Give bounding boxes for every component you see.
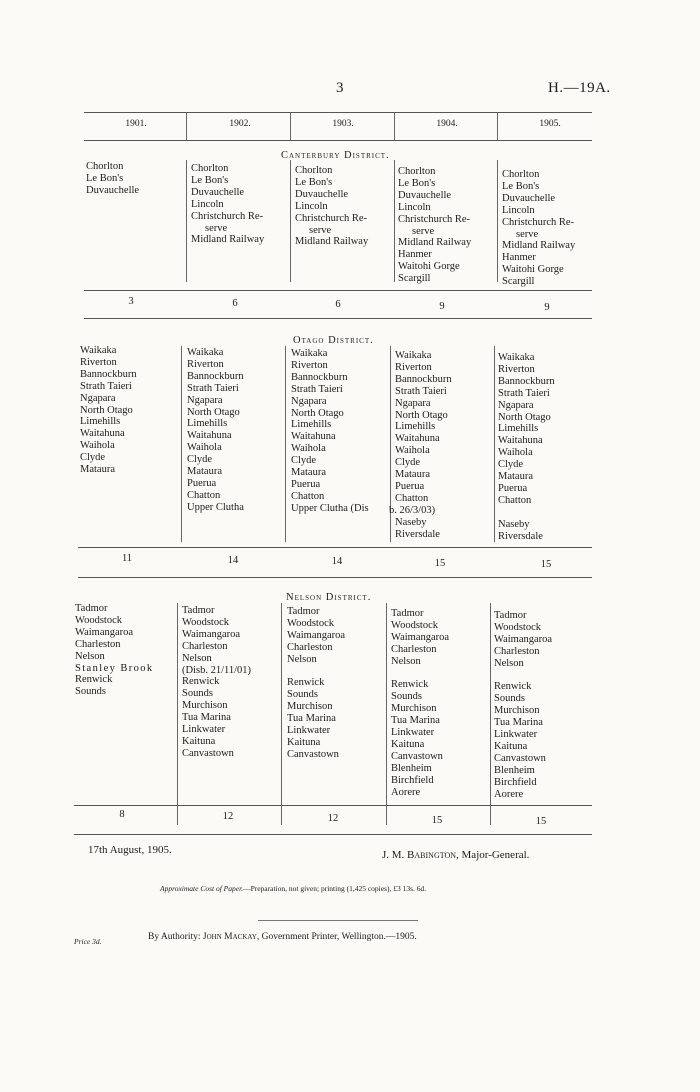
list-item: Strath Taieri: [498, 387, 550, 399]
list-item: Tadmor: [287, 606, 320, 617]
list-item: Murchison: [391, 703, 437, 715]
canterbury-1905-count: 9: [544, 302, 550, 313]
list-item: Tua Marina: [182, 712, 231, 724]
authority-prefix: By Authority:: [148, 932, 201, 942]
list-item: Le Bon's: [398, 177, 436, 189]
list-item: Charleston: [391, 643, 437, 655]
list-item: serve: [516, 228, 539, 240]
list-item: North Otago: [80, 404, 133, 416]
table-top-rule: [84, 112, 592, 113]
list-item: Chorlton: [398, 166, 436, 177]
list-item: Charleston: [182, 640, 228, 652]
otago-1903-count: 14: [331, 556, 343, 567]
canterbury-1904-list: [398, 166, 471, 285]
list-item: Upper Clutha (Dis: [291, 502, 369, 514]
list-item: Charleston: [75, 638, 121, 650]
list-item: (Disb. 21/11/01): [182, 664, 252, 676]
list-item: Woodstock: [182, 616, 229, 628]
list-item: serve: [309, 224, 332, 236]
list-item: Clyde: [187, 454, 213, 466]
list-item: Woodstock: [391, 619, 438, 631]
list-item: Duvauchelle: [191, 186, 245, 198]
list-item: Le Bon's: [191, 174, 229, 186]
list-item: Naseby: [498, 518, 530, 530]
list-item: Scargill: [502, 276, 535, 288]
list-item: Lincoln: [191, 198, 224, 210]
otago-1904-list: [389, 350, 452, 541]
nelson-1904-count: 15: [431, 815, 443, 826]
list-item: Mataura: [498, 471, 533, 483]
year-header-1904: 1904.: [436, 119, 458, 129]
list-item: Kaituna: [287, 736, 321, 748]
list-item: Blenheim: [494, 764, 535, 776]
list-item: Strath Taieri: [80, 380, 132, 392]
list-item: Strath Taieri: [187, 382, 239, 394]
list-item: Chatton: [291, 490, 325, 502]
otago-1902-count: 14: [227, 555, 239, 566]
list-item: Duvauchelle: [86, 184, 140, 196]
list-item: Tadmor: [75, 603, 108, 614]
list-item: North Otago: [187, 406, 240, 418]
list-item: Ngapara: [291, 395, 327, 407]
list-item: Clyde: [498, 459, 524, 471]
list-item: Midland Railway: [191, 234, 265, 246]
list-item: Murchison: [182, 700, 228, 712]
list-item: Lincoln: [295, 200, 328, 212]
list-item: Ngapara: [498, 399, 534, 411]
otago-1905-count: 15: [540, 559, 552, 570]
list-item: Duvauchelle: [398, 189, 452, 201]
signature-name: J. M. Babington,: [382, 849, 459, 861]
list-item: Lincoln: [502, 204, 535, 216]
list-item: North Otago: [395, 409, 448, 421]
list-item: Riverton: [187, 358, 224, 370]
list-item: Puerua: [291, 478, 321, 490]
list-item: Hanmer: [502, 252, 536, 264]
list-item: [391, 668, 449, 680]
list-item: Bannockburn: [291, 371, 348, 383]
list-item: Nelson: [391, 655, 421, 667]
list-item: Waitahuna: [395, 433, 440, 445]
canterbury-1905-list: [502, 169, 575, 288]
list-item: Waitohi Gorge: [398, 261, 460, 273]
list-item: Hanmer: [398, 249, 432, 261]
column-rule: [494, 346, 495, 542]
list-item: Ngapara: [80, 392, 116, 404]
list-item: Riverton: [80, 356, 117, 368]
list-item: Waitahuna: [187, 430, 232, 442]
list-item: Christchurch Re-: [191, 210, 264, 222]
list-item: Sounds: [182, 688, 213, 700]
printer-imprint: [148, 932, 417, 942]
subtotal-rule: [74, 805, 592, 806]
list-item: Waimangaroa: [75, 626, 134, 638]
column-rule: [285, 346, 286, 542]
list-item: Waimangaroa: [391, 631, 450, 643]
separator-rule: [258, 920, 418, 921]
nelson-1904-list: [391, 608, 449, 798]
list-item: Murchison: [287, 701, 333, 713]
list-item: Linkwater: [391, 727, 435, 739]
list-item: Birchfield: [494, 776, 537, 788]
list-item: Limehills: [80, 416, 121, 428]
list-item: serve: [412, 225, 435, 237]
list-item: Puerua: [395, 480, 425, 492]
column-rule: [186, 160, 187, 282]
list-item: b. 26/3/03): [389, 504, 436, 516]
list-item: Sounds: [75, 686, 106, 698]
list-item: Midland Railway: [502, 240, 576, 252]
list-item: Limehills: [395, 421, 436, 433]
district-heading-otago: Otago District.: [293, 335, 374, 346]
list-item: Tua Marina: [287, 713, 336, 725]
list-item: Mataura: [187, 466, 222, 478]
otago-1905-list: [498, 352, 555, 542]
list-item: Waikaka: [291, 348, 328, 359]
list-item: Nelson: [494, 657, 524, 669]
list-item: Puerua: [498, 482, 528, 494]
canterbury-1904-count: 9: [439, 301, 445, 312]
list-item: Murchison: [494, 705, 540, 717]
column-rule: [290, 160, 291, 282]
nelson-1902-list: [182, 605, 251, 760]
printer-rest: Government Printer, Wellington.—1905.: [261, 932, 417, 942]
list-item: Sounds: [287, 689, 318, 701]
price-note: Price 3d.: [74, 937, 102, 946]
nelson-1903-count: 12: [327, 813, 339, 824]
list-item: Tadmor: [494, 610, 527, 621]
list-item: Limehills: [291, 419, 332, 431]
nelson-1902-count: 12: [222, 811, 234, 822]
report-date: 17th August, 1905.: [88, 844, 172, 856]
list-item: [494, 670, 552, 682]
list-item: Birchfield: [391, 774, 434, 786]
canterbury-1903-count: 6: [335, 299, 341, 310]
column-rule: [281, 603, 282, 825]
nelson-1905-count: 15: [535, 816, 547, 827]
canterbury-1902-list: [191, 163, 264, 246]
otago-1904-count: 15: [434, 558, 446, 569]
year-header-1902: 1902.: [229, 119, 251, 129]
page-number: 3: [336, 80, 344, 96]
subtotal-rule: [84, 290, 592, 291]
list-item: Chorlton: [502, 169, 540, 180]
list-item: Waitohi Gorge: [502, 264, 564, 276]
list-item: Riversdale: [498, 530, 543, 542]
signature: [382, 849, 529, 861]
list-item: Clyde: [395, 457, 421, 469]
list-item: Nelson: [287, 653, 317, 665]
list-item: Christchurch Re-: [295, 212, 368, 224]
list-item: Scargill: [398, 273, 431, 285]
column-rule: [497, 160, 498, 282]
canterbury-1903-list: [295, 165, 368, 248]
nelson-1903-list: [287, 606, 345, 761]
cost-text: —Preparation, not given; printing (1,425 copies), £3 13s. 6d.: [243, 884, 427, 893]
nelson-1905-list: [494, 610, 552, 800]
list-item: Bannockburn: [498, 375, 555, 387]
list-item: Clyde: [291, 455, 317, 467]
list-item: Ngapara: [395, 397, 431, 409]
list-item: Duvauchelle: [295, 188, 349, 200]
list-item: Ngapara: [187, 394, 223, 406]
list-item: Waitahuna: [80, 428, 125, 440]
list-item: [287, 666, 345, 678]
cost-label: Approximate Cost of Paper.: [160, 884, 244, 893]
list-item: Midland Railway: [295, 236, 369, 248]
list-item: Bannockburn: [187, 370, 244, 382]
column-rule: [386, 603, 387, 825]
list-item: Sounds: [391, 691, 422, 703]
list-item: Waimangaroa: [287, 629, 346, 641]
otago-1903-list: [291, 348, 369, 515]
list-item: Mataura: [291, 467, 326, 479]
list-item: Waitahuna: [291, 431, 336, 443]
canterbury-1901-count: 3: [128, 296, 134, 307]
printer-name: John Mackay,: [202, 932, 260, 942]
list-item: Chatton: [395, 492, 429, 504]
list-item: Strath Taieri: [395, 385, 447, 397]
list-item: Bannockburn: [395, 373, 452, 385]
list-item: Aorere: [391, 786, 421, 798]
list-item: Tadmor: [391, 608, 424, 619]
signature-title: Major-General.: [461, 849, 530, 861]
column-rule: [186, 112, 187, 140]
list-item: Canvastown: [494, 752, 546, 764]
list-item: Renwick: [287, 677, 325, 689]
list-item: Stanley Brook: [75, 662, 154, 674]
list-item: Christchurch Re-: [502, 216, 575, 228]
list-item: Clyde: [80, 452, 106, 464]
list-item: Waihola: [395, 445, 430, 457]
column-rule: [290, 112, 291, 140]
section-rule: [78, 577, 592, 578]
list-item: Charleston: [287, 641, 333, 653]
list-item: Linkwater: [287, 725, 331, 737]
list-item: Riversdale: [395, 528, 440, 540]
section-rule: [84, 318, 592, 319]
year-header-1905: 1905.: [539, 119, 561, 129]
list-item: Bannockburn: [80, 368, 137, 380]
list-item: Chorlton: [191, 163, 229, 174]
column-rule: [490, 603, 491, 825]
list-item: Strath Taieri: [291, 383, 343, 395]
otago-1902-list: [187, 347, 244, 514]
list-item: Chatton: [498, 494, 532, 506]
nelson-1901-list: [75, 603, 154, 698]
list-item: Le Bon's: [295, 176, 333, 188]
list-item: Waikaka: [395, 350, 432, 361]
list-item: Waikaka: [187, 347, 224, 358]
list-item: Woodstock: [494, 621, 541, 633]
year-header-1903: 1903.: [332, 119, 354, 129]
list-item: Limehills: [187, 418, 228, 430]
document-reference: H.—19A.: [548, 80, 611, 96]
column-rule: [177, 603, 178, 825]
year-header-1901: 1901.: [125, 119, 147, 129]
list-item: Upper Clutha: [187, 501, 244, 513]
cost-note: [160, 884, 426, 893]
list-item: Mataura: [395, 469, 430, 481]
list-item: Tua Marina: [494, 717, 543, 729]
list-item: North Otago: [291, 407, 344, 419]
list-item: Aorere: [494, 788, 524, 800]
list-item: Chorlton: [86, 161, 124, 172]
otago-1901-list: [80, 345, 137, 476]
list-item: Limehills: [498, 423, 539, 435]
list-item: Riverton: [291, 359, 328, 371]
list-item: Chorlton: [295, 165, 333, 176]
list-item: Nelson: [75, 650, 105, 662]
list-item: Renwick: [494, 681, 532, 693]
list-item: Tua Marina: [391, 715, 440, 727]
column-rule: [497, 112, 498, 140]
nelson-1901-count: 8: [119, 809, 125, 820]
list-item: Waitahuna: [498, 435, 543, 447]
table-bottom-rule: [74, 834, 592, 835]
list-item: Naseby: [395, 516, 427, 528]
list-item: Woodstock: [75, 614, 122, 626]
list-item: Waikaka: [80, 345, 117, 356]
canterbury-1902-count: 6: [232, 298, 238, 309]
list-item: Linkwater: [494, 729, 538, 741]
list-item: Waihola: [498, 447, 533, 459]
list-item: Kaituna: [182, 735, 216, 747]
column-rule: [394, 160, 395, 282]
district-heading-nelson: Nelson District.: [286, 592, 372, 603]
list-item: serve: [205, 222, 228, 234]
list-item: Nelson: [182, 652, 212, 664]
list-item: Chatton: [187, 489, 221, 501]
list-item: North Otago: [498, 411, 551, 423]
district-heading-canterbury: Canterbury District.: [281, 150, 390, 161]
list-item: Blenheim: [391, 762, 432, 774]
list-item: Riverton: [498, 363, 535, 375]
list-item: Canvastown: [391, 750, 443, 762]
list-item: Waikaka: [498, 352, 535, 363]
list-item: Tadmor: [182, 605, 215, 616]
table-header-rule: [84, 140, 592, 141]
list-item: Canvastown: [182, 747, 234, 759]
list-item: Woodstock: [287, 617, 334, 629]
list-item: Charleston: [494, 645, 540, 657]
list-item: Kaituna: [391, 738, 425, 750]
list-item: Renwick: [182, 676, 220, 688]
list-item: Kaituna: [494, 740, 528, 752]
subtotal-rule: [78, 547, 592, 548]
list-item: Waihola: [291, 443, 326, 455]
list-item: Canvastown: [287, 748, 339, 760]
list-item: Lincoln: [398, 201, 431, 213]
list-item: Riverton: [395, 361, 432, 373]
list-item: Midland Railway: [398, 237, 472, 249]
column-rule: [394, 112, 395, 140]
list-item: Waihola: [187, 442, 222, 454]
list-item: Waihola: [80, 440, 115, 452]
list-item: Duvauchelle: [502, 192, 556, 204]
list-item: [498, 507, 555, 519]
list-item: Renwick: [75, 674, 113, 686]
list-item: Waimangaroa: [494, 633, 553, 645]
list-item: Le Bon's: [502, 180, 540, 192]
list-item: Christchurch Re-: [398, 213, 471, 225]
list-item: Mataura: [80, 464, 115, 476]
list-item: Linkwater: [182, 724, 226, 736]
list-item: Puerua: [187, 477, 217, 489]
list-item: Waimangaroa: [182, 628, 241, 640]
list-item: Renwick: [391, 679, 429, 691]
list-item: Le Bon's: [86, 172, 124, 184]
otago-1901-count: 11: [121, 553, 133, 564]
canterbury-1901-list: [86, 161, 139, 197]
column-rule: [181, 346, 182, 542]
list-item: Sounds: [494, 693, 525, 705]
